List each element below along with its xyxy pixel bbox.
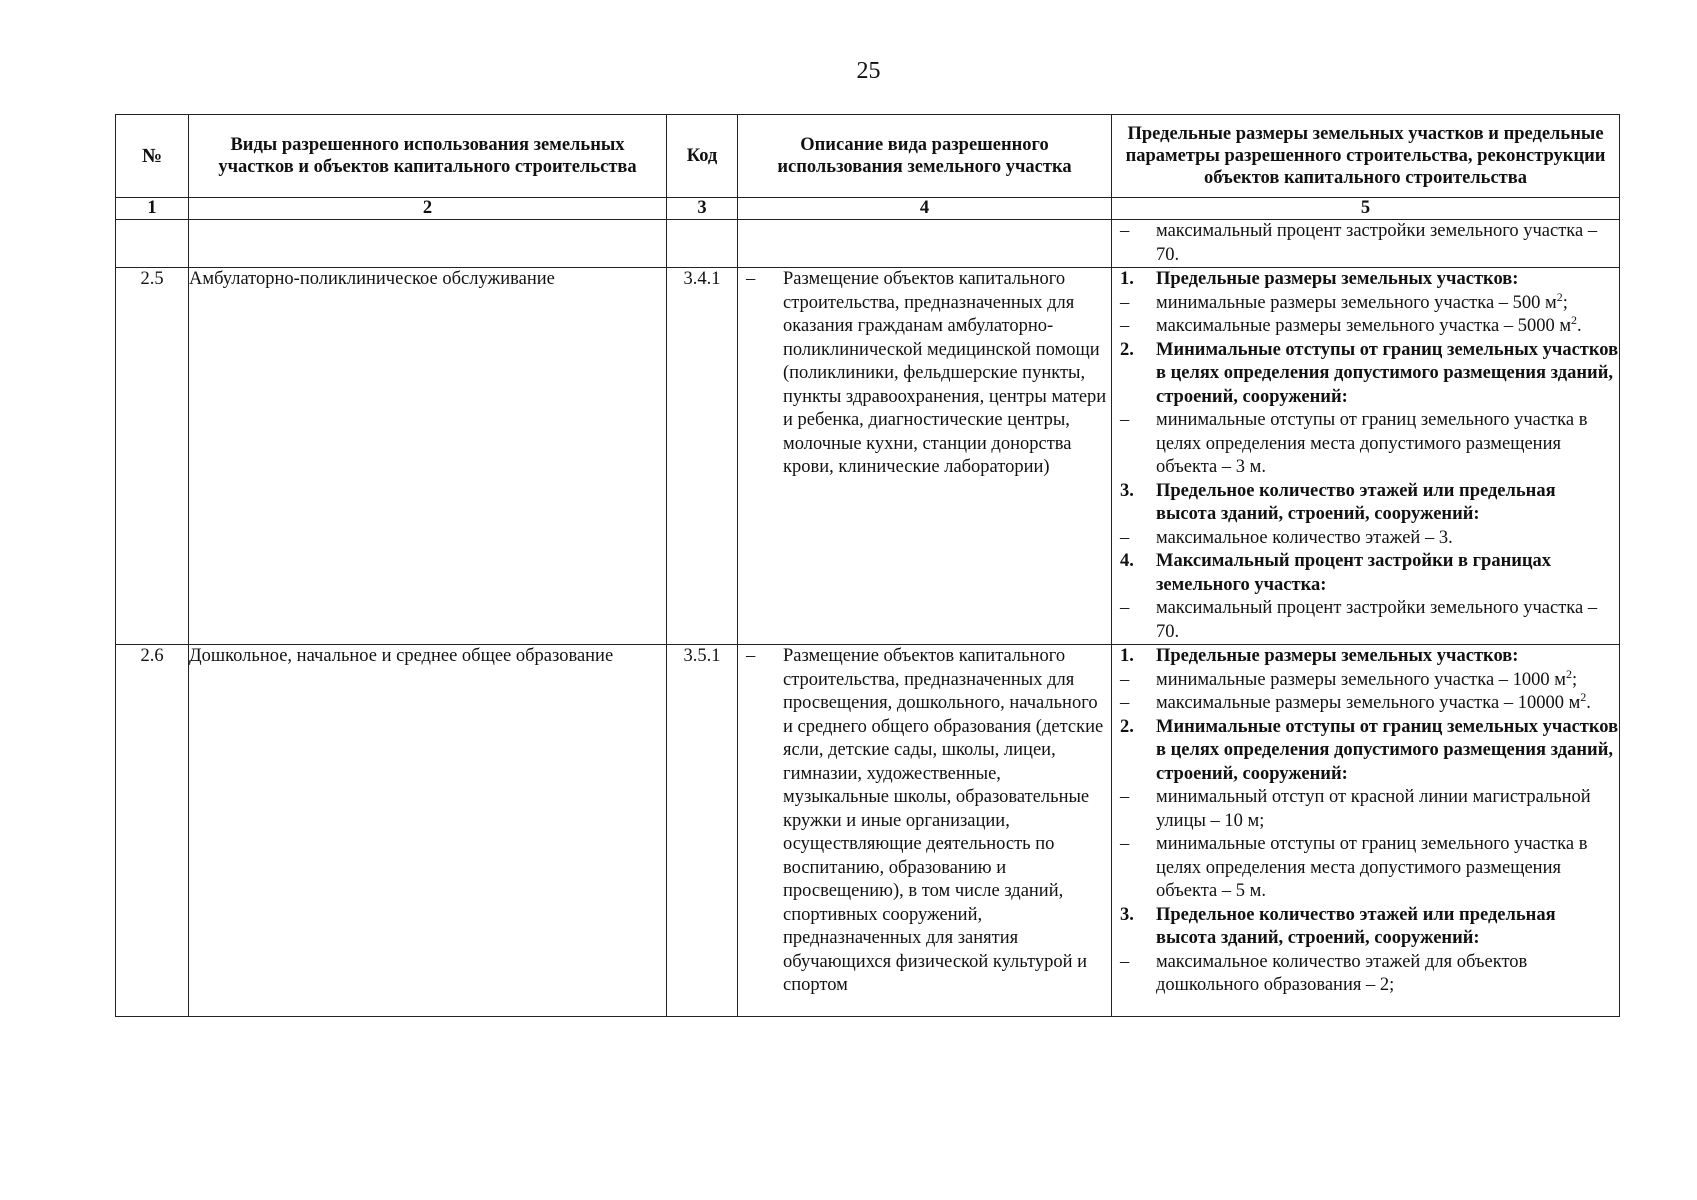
row-limits (1112, 268, 1620, 645)
row-number (116, 220, 189, 268)
column-number-row (116, 198, 1620, 220)
row-number: 2.5 (116, 268, 189, 645)
list-marker: – (1120, 598, 1130, 618)
row-code (667, 220, 738, 268)
column-number: 5 (1112, 198, 1620, 220)
limit-text-main: максимальный процент застройки земельного участка – 70. (1156, 221, 1598, 265)
limit-text-tail: . (1586, 693, 1591, 713)
row-kind (189, 220, 667, 268)
limit-text (1156, 951, 1619, 998)
limit-text (1156, 268, 1619, 292)
table-row (116, 220, 1620, 268)
limit-text (1156, 597, 1619, 644)
list-marker: – (1120, 669, 1130, 690)
table-body (116, 220, 1620, 1017)
limit-text-main: Предельные размеры земельных участков: (1156, 269, 1519, 289)
description-item (738, 645, 1111, 998)
limit-text (1156, 289, 1619, 316)
list-marker: – (1120, 292, 1130, 313)
limit-item (1112, 527, 1619, 551)
limit-heading (1112, 904, 1619, 951)
header-kind: Виды разрешенного использования земельных участков и объектов капитального строительства (189, 115, 667, 198)
column-number: 2 (189, 198, 667, 220)
row-kind: Дошкольное, начальное и среднее общее образование (189, 645, 667, 1017)
land-use-table (115, 114, 1620, 1017)
limit-text-tail: ; (1562, 292, 1568, 313)
limit-text (1156, 692, 1619, 716)
header-number: № (116, 115, 189, 198)
limit-text (1156, 550, 1619, 597)
limit-text-main: максимальные размеры земельного участка – 5000 м (1156, 316, 1572, 336)
limit-text-main: Предельное количество этажей или предельная высота зданий, строений, сооружений: (1156, 904, 1556, 948)
row-limits (1112, 220, 1620, 268)
list-marker: 1. (1120, 646, 1134, 666)
list-marker: – (1120, 316, 1130, 336)
limit-text (1156, 904, 1619, 951)
limit-heading (1112, 339, 1619, 410)
limit-text (1156, 527, 1619, 551)
limit-text-main: максимальные размеры земельного участка – 10000 м (1156, 693, 1581, 713)
header-row (116, 115, 1620, 198)
list-marker: – (1120, 834, 1130, 854)
limit-heading (1112, 716, 1619, 787)
limit-text (1156, 786, 1619, 833)
list-marker: – (1120, 527, 1130, 548)
limit-heading (1112, 645, 1619, 669)
limit-text (1156, 833, 1619, 904)
limit-text (1156, 315, 1619, 339)
description-text: Размещение объектов капитального строительства, предназначенных для просвещения, дошкольного, начального и среднего общего образования (детские ясли, детские сады, школы, лицеи, гимназии, художественные, музыкальные школы, образовательные кружки и иные организации, осуществляющие деятельность по воспитанию, образованию и просвещению), в том числе зданий, спортивных сооружений, предназначенных для занятия обучающихся физической культурой и спортом (783, 646, 1104, 995)
limit-item (1112, 220, 1619, 267)
list-marker: – (746, 646, 756, 666)
limit-item (1112, 315, 1619, 339)
limit-item (1112, 692, 1619, 716)
page-number: 25 (856, 58, 881, 84)
table-row (116, 268, 1620, 645)
description-text: Размещение объектов капитального строительства, предназначенных для оказания гражданам амбулаторно-поликлинической медицинской помощи (поликлиники, фельдшерские пункты, пункты здравоохранения, центры матери и ребенка, диагностические центры, молочные кухни, станции донорства крови, клинические лаборатории) (783, 269, 1107, 477)
limit-text-main: Минимальные отступы от границ земельных участков в целях определения допустимого размещения зданий, строений, сооружений: (1156, 716, 1619, 784)
header-limits: Предельные размеры земельных участков и предельные параметры разрешенного строительства, реконструкции объектов капитального строительства (1112, 115, 1620, 198)
limit-item (1112, 289, 1619, 316)
list-marker: – (746, 269, 756, 289)
limit-item (1112, 951, 1619, 998)
list-marker: – (1120, 221, 1130, 241)
limit-text-main: Минимальные отступы от границ земельных участков в целях определения допустимого размещения зданий, строений, сооружений: (1156, 339, 1619, 407)
superscript: 2 (1580, 690, 1587, 704)
limit-text-main: минимальные отступы от границ земельного участка в целях определения места допустимого размещения объекта – 3 м. (1156, 410, 1588, 477)
limit-text-main: максимальное количество этажей для объектов дошкольного образования – 2; (1156, 951, 1528, 995)
row-code: 3.5.1 (667, 645, 738, 1017)
limit-heading (1112, 550, 1619, 597)
limit-item (1112, 833, 1619, 904)
superscript: 2 (1571, 313, 1578, 327)
limit-item (1112, 597, 1619, 644)
limit-text-main: максимальное количество этажей – 3. (1156, 527, 1453, 548)
limit-text-main: Максимальный процент застройки в границах земельного участка: (1156, 551, 1552, 595)
list-marker: 2. (1120, 339, 1134, 360)
superscript: 2 (1566, 666, 1572, 681)
list-marker: – (1120, 787, 1130, 807)
list-marker: – (1120, 951, 1130, 972)
limit-text (1156, 716, 1619, 787)
limit-text-main: минимальные размеры земельного участка – 1000 м (1156, 669, 1566, 690)
list-marker: 4. (1120, 551, 1134, 571)
description-item (738, 268, 1111, 480)
header-code: Код (667, 115, 738, 198)
column-number: 1 (116, 198, 189, 220)
limit-text (1156, 339, 1619, 410)
row-limits (1112, 645, 1620, 1017)
limit-text (1156, 409, 1619, 480)
limit-text-main: максимальный процент застройки земельного участка – 70. (1156, 598, 1598, 642)
list-marker: 2. (1120, 716, 1134, 737)
column-number: 4 (738, 198, 1112, 220)
limit-text-main: минимальные отступы от границ земельного участка в целях определения места допустимого размещения объекта – 5 м. (1156, 834, 1588, 901)
row-number: 2.6 (116, 645, 189, 1017)
limit-item (1112, 786, 1619, 833)
row-description (738, 645, 1112, 1017)
limit-heading (1112, 480, 1619, 527)
row-description (738, 268, 1112, 645)
limit-text-main: Предельные размеры земельных участков: (1156, 646, 1519, 666)
column-number: 3 (667, 198, 738, 220)
limit-item (1112, 666, 1619, 693)
limit-item (1112, 409, 1619, 480)
limit-text-main: Предельное количество этажей или предельная высота зданий, строений, сооружений: (1156, 480, 1556, 524)
limit-text (1156, 666, 1619, 693)
limit-heading (1112, 268, 1619, 292)
list-marker: 3. (1120, 480, 1134, 501)
table-row (116, 645, 1620, 1017)
list-marker: 1. (1120, 269, 1134, 289)
limit-text-main: минимальный отступ от красной линии магистральной улицы – 10 м; (1156, 787, 1591, 831)
superscript: 2 (1556, 289, 1563, 304)
limit-text-tail: . (1577, 316, 1582, 336)
row-code: 3.4.1 (667, 268, 738, 645)
row-kind: Амбулаторно-поликлиническое обслуживание (189, 268, 667, 645)
limit-text (1156, 645, 1619, 669)
row-description (738, 220, 1112, 268)
limit-text-main: минимальные размеры земельного участка – 500 м (1156, 292, 1557, 313)
header-description: Описание вида разрешенного использования земельного участка (738, 115, 1112, 198)
limit-text-tail: ; (1572, 669, 1578, 690)
limit-text (1156, 480, 1619, 527)
list-marker: – (1120, 410, 1130, 430)
list-marker: 3. (1120, 904, 1134, 925)
limit-text (1156, 220, 1619, 267)
list-marker: – (1120, 693, 1130, 713)
